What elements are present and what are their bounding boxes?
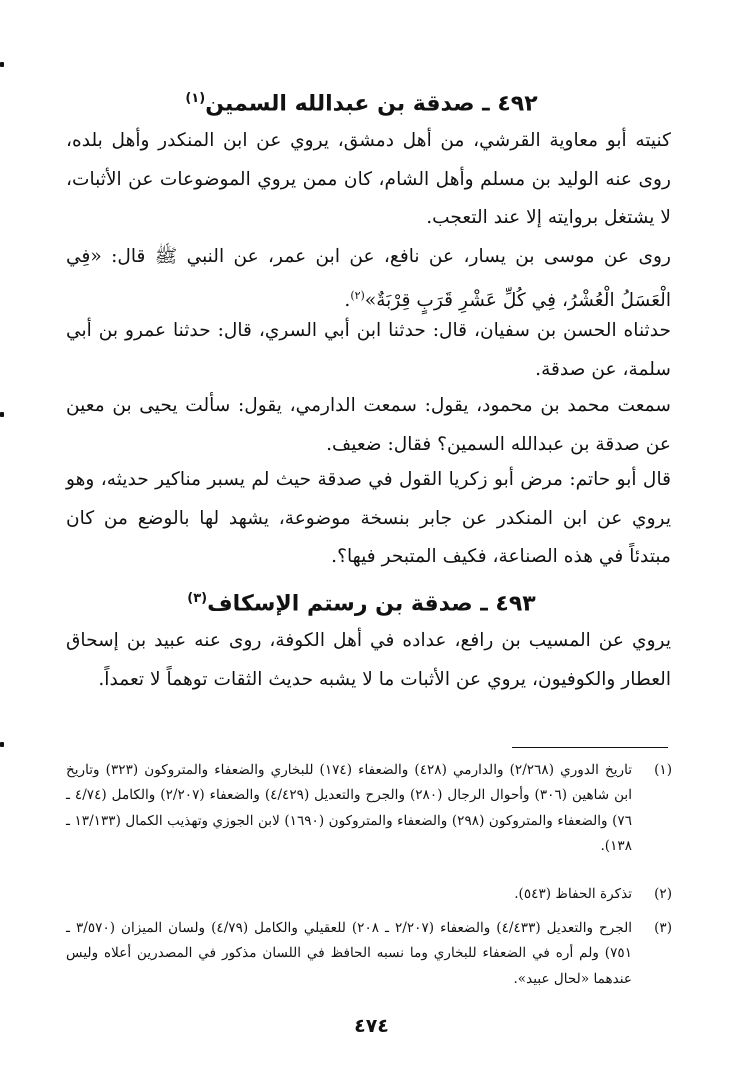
footnote-number: (٢) <box>654 886 672 902</box>
footnote-text: تاريخ الدوري (٢/٢٦٨) والدارمي (٤٢٨) والضعفاء (١٧٤) للبخاري والضعفاء والمتروكون (٣٢٣) وتاريخ ابن شاهين (٣٠٦) وأحوال الرجال (٢٨٠) والجرح والتعديل (٤/٤٢٩) والضعفاء (٢/٢٠٧) والكامل (٤/٧٤ ـ ٧٦) والضعفاء والمتروكون (٢٩٨) والضعفاء والمتروكون (١٦٩٠) لابن الجوزي وتهذيب الكمال (١٣/١٣٣ ـ ١٣٨). <box>66 762 632 855</box>
footnote-number: (١) <box>654 762 672 778</box>
paragraph: حدثناه الحسن بن سفيان، قال: حدثنا ابن أبي السري، قال: حدثنا عمرو بن أبي سلمة، عن صدقة. <box>66 320 671 380</box>
footnote <box>66 882 672 907</box>
paragraph: يروي عن المسيب بن رافع، عداده في أهل الكوفة، روى عنه عبيد بن إسحاق العطار والكوفيون، يروي عن الأثبات ما لا يشبه حديث الثقات توهماً لا تعمداً. <box>66 630 671 690</box>
paragraph-end: . <box>344 289 351 311</box>
paragraph: كنيته أبو معاوية القرشي، من أهل دمشق، يروي عن ابن المنكدر وأهل بلده، روى عنه الوليد بن مسلم وأهل الشام، كان ممن يروي الموضوعات عن الأثبات، لا يشتغل بروايته إلا عند التعجب. <box>66 130 671 228</box>
footnote-number: (٣) <box>654 920 672 936</box>
footnote-ref: (٢) <box>350 288 365 302</box>
footnote-ref: (٣) <box>187 591 208 606</box>
footnote-text: الجرح والتعديل (٤/٤٣٣) والضعفاء (٢/٢٠٧ ـ ٢٠٨) للعقيلي والكامل (٤/٧٩) ولسان الميزان (٣/٥٧٠ ـ ٧٥١) ولم أره في الضعفاء للبخاري وما نسبه الحافظ في اللسان مذكور في المصدرين أعلاه وليس عندهما «لحال عبيد». <box>66 920 632 987</box>
margin-mark <box>0 742 4 747</box>
paragraph: سمعت محمد بن محمود، يقول: سمعت الدارمي، يقول: سألت يحيى بن معين عن صدقة بن عبدالله السمين؟ فقال: ضعيف. <box>66 395 671 455</box>
entry-heading <box>60 584 663 619</box>
paragraph: قال أبو حاتم: مرض أبو زكريا القول في صدقة حيث لم يسبر مناكير حديثه، وهو يروي عن ابن المنكدر عن جابر بنسخة موضوعة، يشهد لها بالوضع من كان مبتدئاً في هذه الصناعة، فكيف المتبحر فيها؟. <box>66 469 671 567</box>
margin-mark <box>0 62 4 67</box>
page-number: ٤٧٤ <box>354 1015 389 1037</box>
footnote-separator <box>512 747 668 748</box>
entry-heading-text: ٤٩٣ ـ صدقة بن رستم الإسكاف <box>207 591 536 617</box>
footnote-text: تذكرة الحفاظ (٥٤٣). <box>514 886 632 902</box>
entry-heading-text: ٤٩٢ ـ صدقة بن عبدالله السمين <box>205 91 538 117</box>
footnote-ref: (١) <box>185 91 206 106</box>
paragraph-text: روى عن موسى بن يسار، عن نافع، عن ابن عمر، عن النبي ﷺ قال: «فِي الْعَسَلُ الْعُشْرُ، فِي كُلِّ عَشْرِ قَرَبٍ قِرْبَةٌ» <box>66 246 671 311</box>
entry-heading <box>60 84 663 119</box>
footnote <box>66 758 672 860</box>
paragraph <box>66 238 671 320</box>
footnote <box>66 916 672 992</box>
margin-mark <box>0 412 4 417</box>
